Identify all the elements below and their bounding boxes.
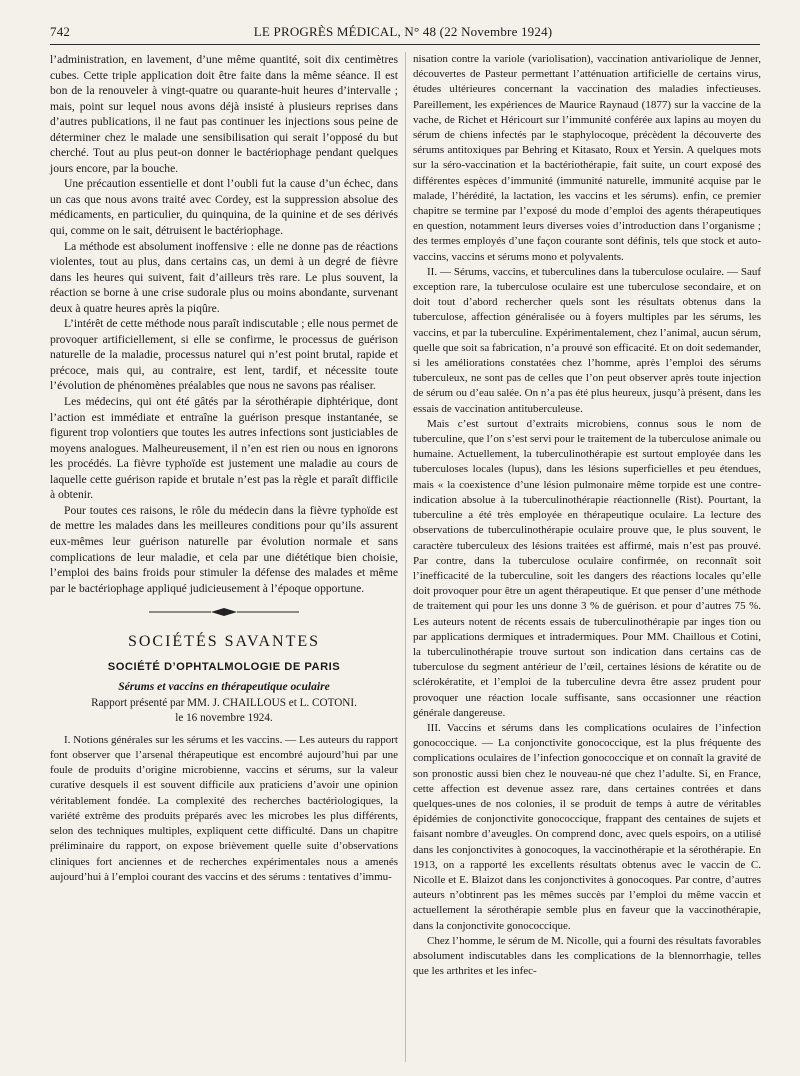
body-paragraph: Les médecins, qui ont été gâtés par la sérothérapie diphtérique, dont l’action est immédiate et entraîne la guérison presque instantanée, se figurent trop volontiers que toutes les autres infections sont justiciables de moyens analogues. Malheureusement, il n’en est rien ou nous en ignorons les procédés. La fièvre typhoïde est justement une maladie au cours de laquelle cette guérison rapide et brutale n’est pas la règle et paraît difficile à obtenir. [50, 395, 398, 502]
report-paragraph: I. Notions générales sur les sérums et les vaccins. — Les auteurs du rapport font observer que l’arsenal thérapeutique est encombré aujourd’hui par une foule de produits d’origine microbienne, vaccins et sérums, sur la valeur curative desquels il est souvent difficile aux praticiens d’avoir une opinion véritablement fondée. La complexité des recherches bactériologiques, la variété extrême des produits préparés avec les microbes les plus différents, selon des techniques multiples, expliquent cette difficulté. Dans un chapitre préliminaire du rapport, on expose brièvement quelle suite d’observations cliniques fort anciennes et de recherches expérimentales nous a amenés aujourd’hui à l’emploi courant des vaccins et des sérums : tentatives d’immu- [50, 733, 398, 883]
journal-title: LE PROGRÈS MÉDICAL, N° 48 (22 Novembre 1924) [253, 24, 553, 39]
body-paragraph: Mais c’est surtout d’extraits microbiens, connus sous le nom de tuberculine, que l’on s’est servi pour le traitement de la tuberculose animale ou humaine. Actuellement, la tuberculinothérapie est surtout employée dans les tuberculoses locales (lupus), dans les lésions superficielles et peu étendues, mais « la coexistence d’une lésion pulmonaire même torpide est une contre-indication absolue à la tuberculinothérapie réactionnelle (Rist). Pourtant, la tuberculine a été très employée en thérapeutique oculaire. La lecture des observations de tuberculinothérapie oculaire prouve que, le plus souvent, le caractère tuberculeux des lésions traitées est affirmé, mais n’est pas prouvé. Par contre, dans la tuberculose oculaire confirmée, on reconnaît soit l’inefficacité de la tuberculine, soit les dangers des réactions locales qu’elle doit provoquer pour être un agent thérapeutique. Et que penser d’une méthode de traitement qui pour les uns donne 3 % de guérison. et pour d’autres 75 %. Les auteurs notent de récents essais de tuberculinothérapie par inges tion ou par applications dermiques et intradermiques. Pour MM. Chaillous et Cotini, la tuberculinothérapie trouve surtout son indication dans certains cas de tuberculose du segment antérieur de l’œil, certaines lésions de kératite ou de sclérokératite, et l’emploi de la tuberculine devra être assez prudent pour provoquer une réaction locale suffisante, sans occasionner une réaction générale dangereuse. [413, 417, 761, 719]
header-rule [50, 44, 760, 45]
society-heading: SOCIÉTÉ D’OPHTALMOLOGIE DE PARIS [107, 660, 341, 673]
running-head [50, 24, 760, 40]
body-paragraph: Chez l’homme, le sérum de M. Nicolle, qui a fourni des résultats favorables absolument indiscutables dans les complications de la blennorrhagie, telles que les arthrites et les infec- [413, 934, 761, 978]
section-title: SOCIÉTÉS SAVANTES [127, 633, 321, 651]
article-date: le 16 novembre 1924. [175, 712, 273, 725]
article-byline: Rapport présenté par MM. J. CHAILLOUS et L. COTONI. [91, 696, 357, 709]
column-rule [405, 52, 406, 1062]
body-paragraph: Une précaution essentielle et dont l’oubli fut la cause d’un échec, dans un cas que nous avons traité avec Cordey, est la suppression absolue des médicaments, en particulier, du quinquina, de la quinine et de ses dérivés qui, comme on le sait, détruisent le bactériophage. [50, 177, 398, 238]
left-column [50, 52, 398, 885]
body-paragraph: III. Vaccins et sérums dans les complications oculaires de l’infection gonococcique. — La conjonctivite gonococcique, est la plus fréquente des complications oculaires de l’infection gonococcique et on connaît la gravité de son pronostic aussi bien chez le nouveau-né que chez l’adulte. Si, en France, cette affection est devenue assez rare, dans certaines contrées et dans quelques-unes de nos colonies, il se produit de temps à autre de véritables épidémies de conjonctivite gonococcique, frappant des centaines de sujets et faisant nombre d’aveugles. On comprend donc, avec quels espoirs, on a utilisé dans les conjonctivites à gonocoques, la vaccinothérapie et la sérothérapie. En 1913, on a rapporté les excellents résultats obtenus avec le vaccin de C. Nicolle et E. Blaizot dans les conjonctivites à gonocoques. Par contre, d’autres auteurs n’obtinrent pas les mêmes succès par l’emploi du même vaccin et actuellement la sérothérapie semble plus en faveur que la vaccinothérapie, dans la conjonctivite gonococcique. [413, 721, 761, 932]
body-paragraph: II. — Sérums, vaccins, et tuberculines dans la tuberculose oculaire. — Sauf exception rare, la tuberculose oculaire est une tuberculose secondaire, et on doit tout d’abord rechercher quels sont les résultats obtenus dans la tuberculose, affection généralisée ou à foyers multiples par les sérums, les vaccins, et par la tuberculine. Expérimentalement, chez l’animal, aucun sérum, quelle que soit sa fabrication, n’a prouvé son efficacité. Et on doit sedemander, si les améliorations constatées chez l’homme, après l’emploi des sérums tuberculeux, ne sont pas de celles que l’on peut observer après toute injection de sérum ou d’eau salée. On n’a pas été plus heureux, jusqu’à présent, dans les essais de vaccination antituberculeuse. [413, 265, 761, 415]
body-paragraph: nisation contre la variole (variolisation), vaccination antivariolique de Jenner, découvertes de Pasteur permettant l’atténuation artificielle de certains virus, études ultérieures concernant la vaccination des maladies infectieuses. Pareillement, les expériences de Maurice Raynaud (1877) sur la vaccine de la vache, de Richet et Héricourt sur l’immunité conférée aux lapins au moyen du sérum de chiens infectés par le staphylocoque, précèdent la découverte des sérums antitoxiques par Behring et Kitasato, Roux et Yersin. A quelques mots sur la séro-vaccination et la bactériothérapie, fait suite, un court exposé des différentes espèces d’immunité (immunité naturelle, immunité acquise par le malade, l’hérédité, la lactation, les vaccins et les sérums). enfin, ce premier chapitre se termine par l’exposé du mode d’emploi des agents thérapeutiques en question, notamment leurs diverses voies d’introduction dans l’organisme ; des termes employés d’une façon courante sont définis, tels que stock et auto-vaccins, vaccins et sérums mono et polyvalents. [413, 53, 761, 263]
body-paragraph: La méthode est absolument inoffensive : elle ne donne pas de réactions violentes, tout au plus, dans certains cas, un demi à un degré de fièvre dans les heures qui suivent, fait d’ailleurs très rare. Le plus souvent, la réaction se borne à une crise sudorale plus ou moins abondante, survenant deux à quatre heures après la piqûre. [50, 239, 398, 315]
right-column [413, 52, 761, 979]
article-title: Sérums et vaccins en thérapeutique oculaire [118, 680, 330, 694]
body-paragraph: Pour toutes ces raisons, le rôle du médecin dans la fièvre typhoïde est de mettre les malades dans les meilleures conditions pour qu’ils assurent eux-mêmes leur guérison naturelle par évolution normale et sans complications de leur maladie, et cela par une diététique bien choisie, l’emploi des bains froids pour stimuler la défense des malades et même par le bactériophage appliqué judicieusement à l’époque opportune. [50, 503, 398, 595]
body-paragraph: L’intérêt de cette méthode nous paraît indiscutable ; elle nous permet de provoquer artificiellement, si elle se confirme, le processus de guérison naturelle de la maladie, processus naturel qui n’est point brutal, rapide et précoce, mais qui, au contraire, est lent, tardif, et nécessite toute l’évolution de phénomènes préalables que nous ne savons pas réaliser. [50, 317, 398, 393]
page-number: 742 [50, 24, 71, 39]
body-paragraph: l’administration, en lavement, d’une même quantité, soit dix centimètres cubes. Cette triple application doit être faite dans la même séance. Il est bon de la renouveler à vingt-quatre ou quarante-huit heures d’intervalle ; mais, point sur lequel nous avons déjà insisté à plusieurs reprises dans d’autres publications, il ne faut pas continuer les injections sous peine de déterminer chez le malade une sensibilisation qui serait l’opposé du but cherché. Tout au plus peut-on donner le bactériophage pendant quelques jours encore, par la bouche. [50, 53, 398, 175]
divider-ornament [50, 606, 398, 620]
